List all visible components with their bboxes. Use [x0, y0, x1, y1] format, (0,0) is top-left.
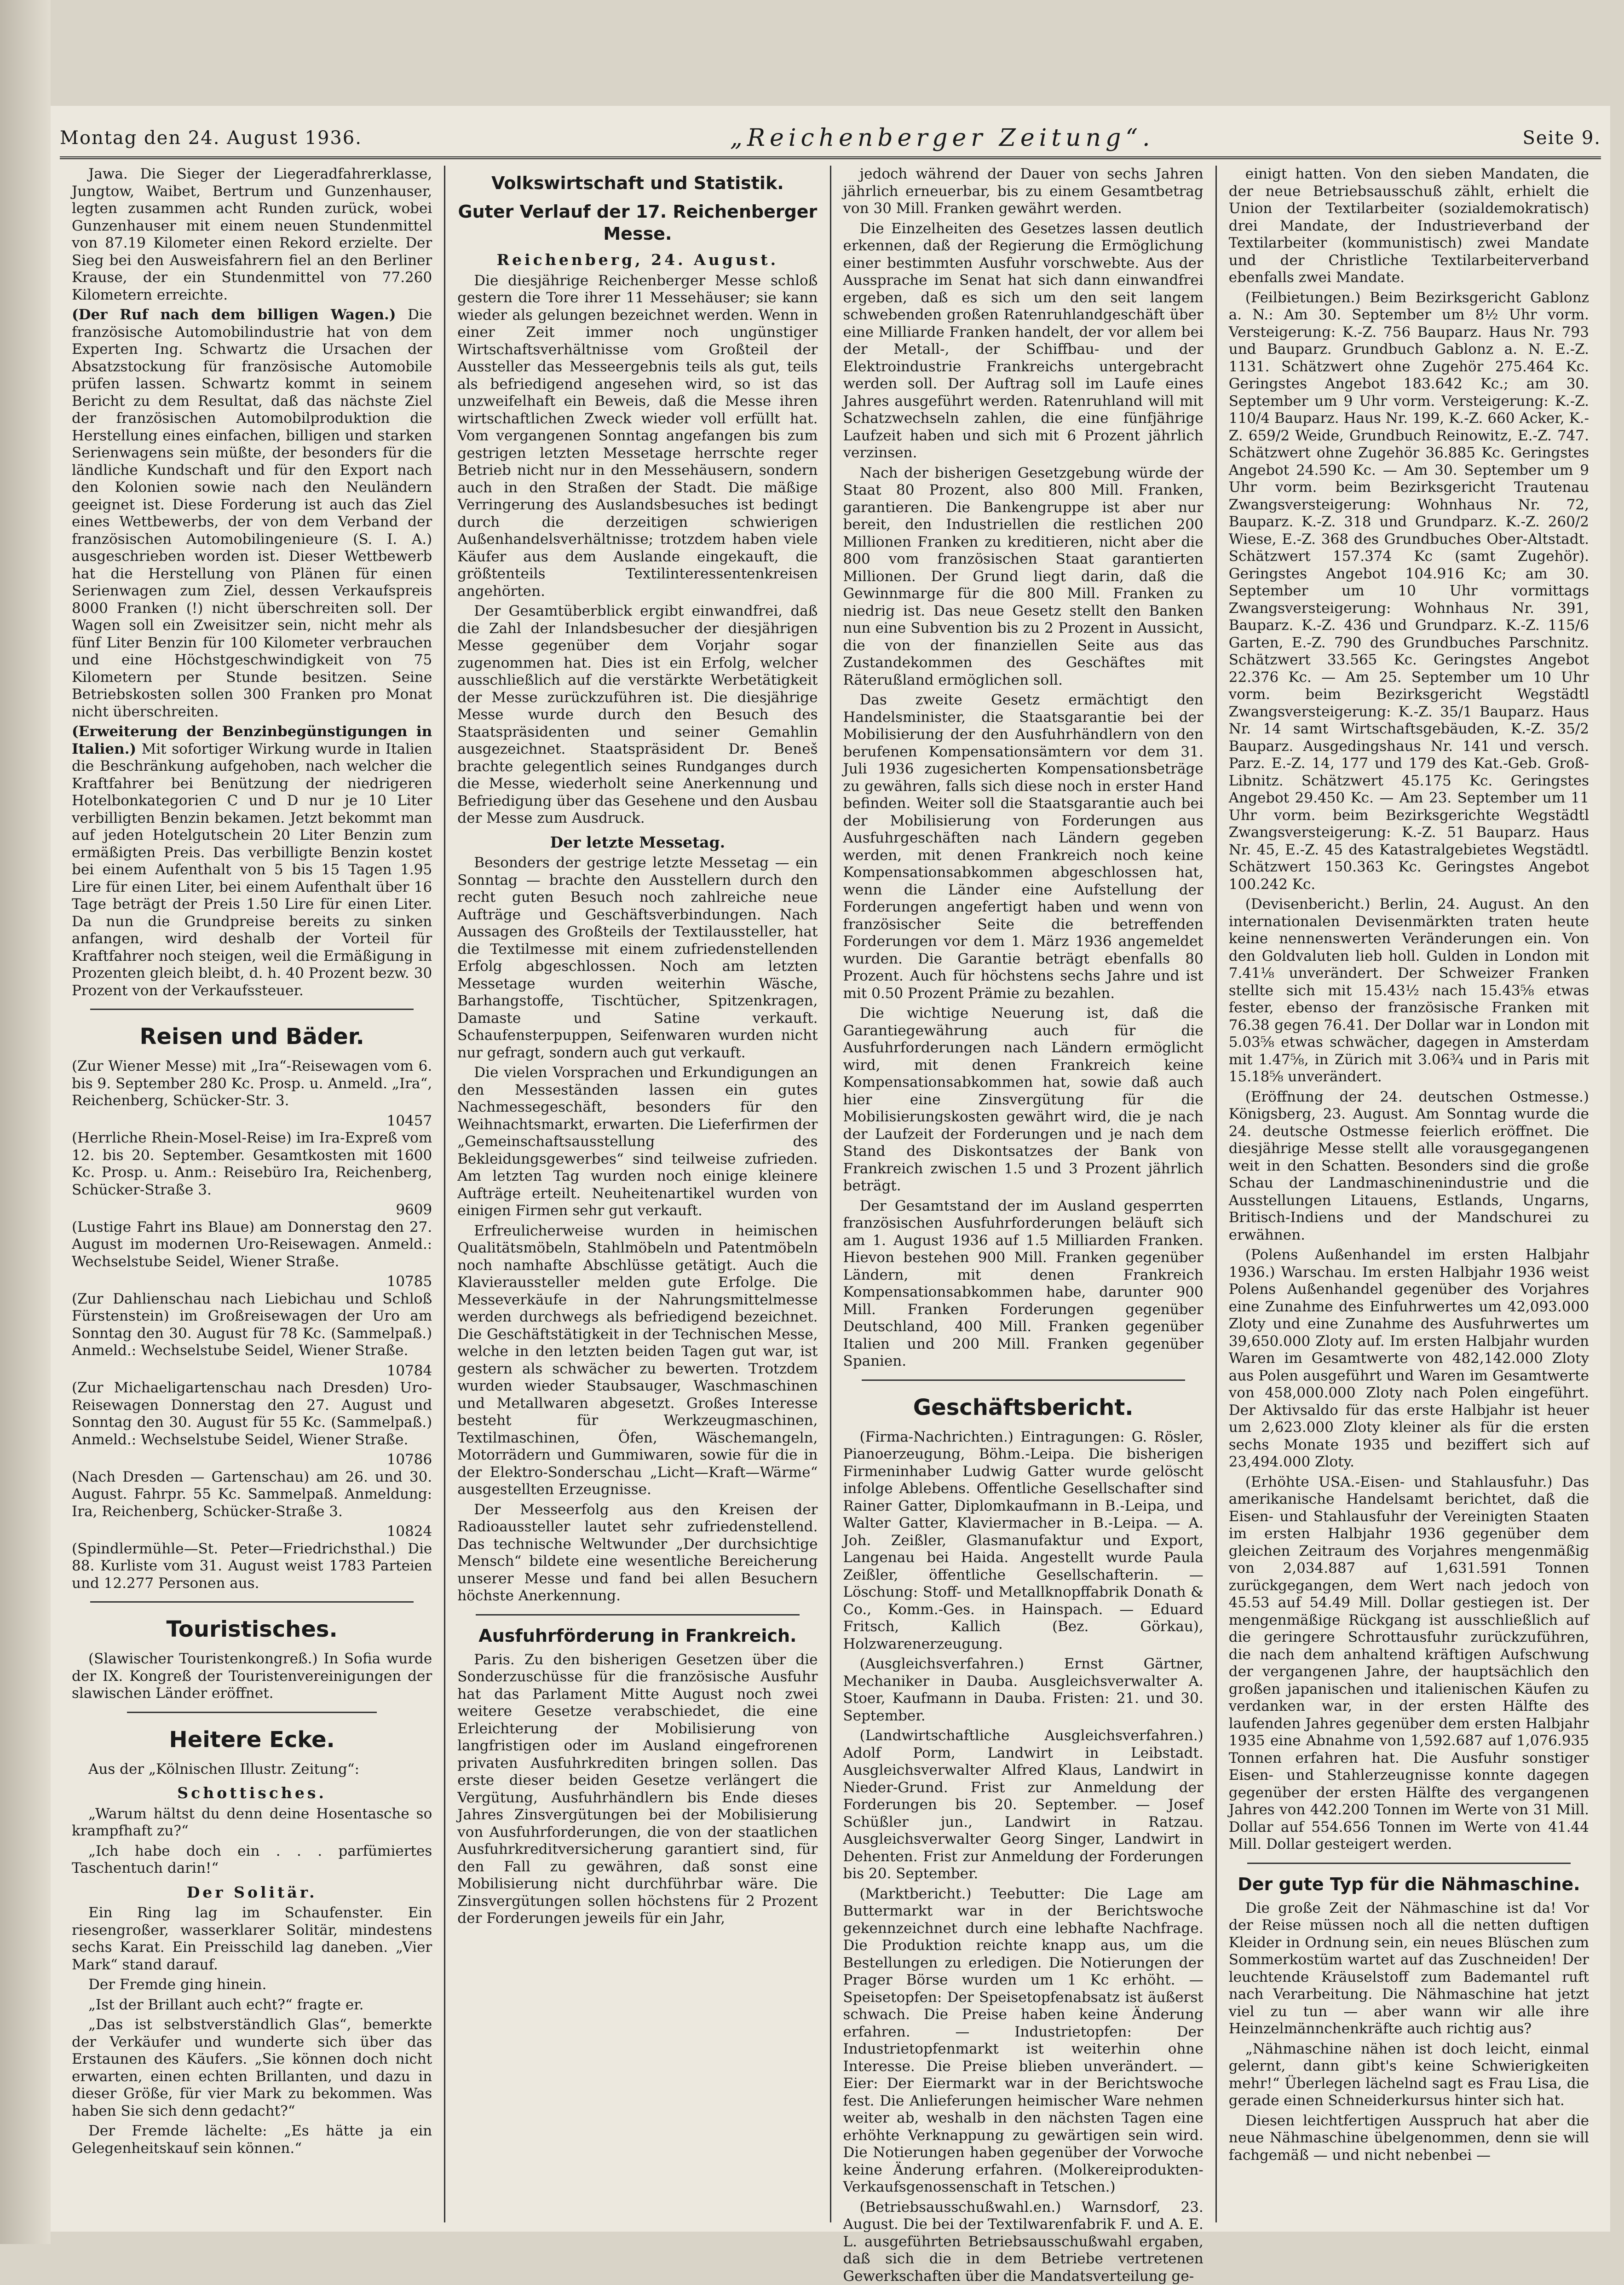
- article-title-naehmaschine: Der gute Typ für die Nähmaschine.: [1229, 1873, 1589, 1895]
- article-paragraph: Die diesjährige Reichenberger Messe schloß gestern die Tore ihrer 11 Messehäuser; sie kann wieder als gelungen bezeichnet werden. Wenn in einer Zeit immer noch ungünstiger Wirtschaftsverhältnisse vom Großteil der Aussteller das Messeergebnis teils als gut, teils als befriedigend angesehen wird, so ist das unzweifelhaft ein Beweis, daß die Messe ihren wirtschaftlichen Zweck wieder voll erfüllt hat. Vom vergangenen Sonntag angefangen bis zum gestrigen letzten Messetage herrschte reger Betrieb nicht nur in den Messehäusern, sondern auch in den Straßen der Stadt. Die mäßige Verringerung des Auslandsbesuches ist bedingt durch die derzeitigen schwierigen Außenhandelsverhältnisse; trotzdem haben viele Käufer aus dem Auslande eingekauft, die größtenteils Textilinteressentenkreisen angehörten.: [457, 272, 818, 600]
- humor-line: „Ich habe doch ein . . . parfümiertes Taschentuch darin!“: [72, 1843, 432, 1877]
- report-item: (Landwirtschaftliche Ausgleichsverfahren.) Adolf Porm, Landwirt in Leibstadt. Ausgleichsverwalter Alfred Klaus, Landwirt in Nieder-Grund. Frist zur Anmeldung der Forderungen bis 20. September. — Josef Schüßler jun., Landwirt in Ratzau. Ausgleichsverwalter Georg Singer, Landwirt in Dehenten. Frist zur Anmeldung der Forderungen bis 20. September.: [843, 1727, 1204, 1883]
- report-item: (Marktbericht.) Teebutter: Die Lage am Buttermarkt war in der Berichtswoche gekennzeichnet durch eine lebhafte Nachfrage. Die Produktion reichte knapp aus, um die Bestellungen zu erledigen. Die Notierungen der Prager Börse wurden um 1 Kc erhöht. — Speisetopfen: Der Speisetopfenabsatz ist äußerst schwach. Die Preise haben keine Änderung erfahren. — Industrietopfen: Der Industrietopfenmarkt ist weiterhin ohne Interesse. Die Preise blieben unverändert. — Eier: Der Eiermarkt war in der Berichtswoche fest. Die Anlieferungen heimischer Ware nehmen weiter ab, weshalb in den nächsten Tagen eine erhöhte Verknappung zu gewärtigen sein wird. Die Notierungen haben gegenüber der Vorwoche keine Änderung erfahren. (Molkereiprodukten-Verkaufsgenossenschaft in Tetschen.): [843, 1886, 1204, 2196]
- ad-number: 10457: [72, 1113, 432, 1130]
- ad-number: 10784: [72, 1362, 432, 1380]
- report-item: (Erhöhte USA.-Eisen- und Stahlausfuhr.) Das amerikanische Handelsamt berichtet, daß die Eisen- und Stahlausfuhr der Vereinigten Staaten im ersten Halbjahr 1936 gegenüber dem gleichen Zeitraum des Vorjahres mengenmäßig von 2,034.887 auf 1,631.591 Tonnen zurückgegangen, dem Wert nach jedoch von 45.53 auf 54.49 Mill. Dollar gestiegen ist. Der mengenmäßige Rückgang ist ausschließlich auf die geringere Schrottausfuhr zurückzuführen, die nach dem anhaltend kräftigen Aufschwung der vergangenen Jahre, der hauptsächlich den großen japanischen und italienischen Käufen zu verdanken war, in der ersten Hälfte des laufenden Jahres gegenüber dem ersten Halbjahr 1935 eine Abnahme von 1,592.687 auf 1,076.935 Tonnen erfahren hat. Die Ausfuhr sonstiger Eisen- und Stahlerzeugnisse konnte dagegen gegenüber der ersten Hälfte des vergangenen Jahres von 442.200 Tonnen im Werte von 31 Mill. Dollar auf 554.656 Tonnen im Werte von 41.44 Mill. Dollar gesteigert werden.: [1229, 1474, 1589, 1853]
- humor-subtitle: Schottisches.: [72, 1784, 432, 1802]
- column-1: [60, 166, 445, 2222]
- ad-item: (Zur Dahlienschau nach Liebichau und Schloß Fürstenstein) im Großreisewagen der Uro am Sonntag den 30. August für 78 Kc. (Sammelpaß.) Anmeld.: Wechselstube Seidel, Wiener Straße.: [72, 1291, 432, 1360]
- news-item: [72, 306, 432, 721]
- article-paragraph: Besonders der gestrige letzte Messetag — ein Sonntag — brachte den Ausstellern durch den recht guten Besuch noch zahlreiche neue Aufträge und Geschäftsverbindungen. Nach Aussagen des Großteils der Textilaussteller, hat die Textilmesse mit einem zufriedenstellenden Erfolg abgeschlossen. Noch am letzten Messetage wurden weiterhin Wäsche, Barhangstoffe, Tischtücher, Spitzenkragen, Damaste und Satine verkauft. Schaufensterpuppen, Seifenwaren wurden nicht nur gefragt, sondern auch gut verkauft.: [457, 854, 818, 1062]
- header-paper-title: „Reichenberger Zeitung“.: [730, 124, 1155, 152]
- article-paragraph: Die wichtige Neuerung ist, daß die Garantiegewährung auch für die Ausfuhrforderungen nach Ländern ermöglicht wird, mit denen Frankreich keine Kompensationsabkommen hat, sowie daß auch hier eine Zinsvergütung für die Mobilisierungskosten gewährt wird, die je nach der Laufzeit der Forderungen und je nach dem Stand des Diskontsatzes der Bank von Frankreich zwischen 1.5 und 3 Prozent jährlich beträgt.: [843, 1005, 1204, 1195]
- article-paragraph: „Nähmaschine nähen ist doch leicht, einmal gelernt, dann gibt's keine Schwierigkeiten mehr!“ Überlegen lächelnd sagt es Frau Lisa, die gerade einen Schneiderkursus hinter sich hat.: [1229, 2041, 1589, 2110]
- report-item: (Feilbietungen.) Beim Bezirksgericht Gablonz a. N.: Am 30. September um 8½ Uhr vorm. Versteigerung: K.-Z. 756 Bauparz. Haus Nr. 793 und Bauparz. Grundbuch Gablonz a. N. E.-Z. 1131. Schätzwert ohne Zugehör 275.464 Kc. Geringstes Angebot 183.642 Kc.; am 30. September um 9 Uhr vorm. Versteigerung: K.-Z. 110/4 Bauparz. Haus Nr. 199, K.-Z. 660 Acker, K.-Z. 659/2 Weide, Grundbuch Reinowitz, E.-Z. 747. Schätzwert ohne Zugehör 36.885 Kc. Geringstes Angebot 24.590 Kc. — Am 30. September um 9 Uhr vorm. beim Bezirksgericht Trautenau Zwangsversteigerung: Wohnhaus Nr. 72, Bauparz. K.-Z. 318 und Grundparz. K.-Z. 260/2 Wiese, E.-Z. 368 des Grundbuches Ober-Altstadt. Schätzwert 157.374 Kc (samt Zugehör). Geringstes Angebot 104.916 Kc; am 30. September um 10 Uhr vormittags Zwangsversteigerung: Wohnhaus Nr. 391, Bauparz. K.-Z. 436 und Grundparz. K.-Z. 115/6 Garten, E.-Z. 790 des Grundbuches Parschnitz. Schätzwert 33.565 Kc. Geringstes Angebot 22.376 Kc. — Am 25. September um 10 Uhr vorm. beim Bezirksgericht Wegstädtl Zwangsversteigerung: K.-Z. 35/1 Bauparz. Haus Nr. 14 samt Wirtschaftsgebäuden, K.-Z. 35/2 Bauparz. Ausgedingshaus Nr. 141 und versch. Parz. E.-Z. 14, 177 und 179 des Kat.-Geb. Groß-Libnitz. Schätzwert 45.175 Kc. Geringstes Angebot 29.450 Kc. — Am 23. September um 11 Uhr vorm. beim Bezirksgerichte Wegstädtl Zwangsversteigerung: K.-Z. 51 Bauparz. Haus Nr. 45, E.-Z. 45 des Katastralgebietes Wegstädtl. Schätzwert 150.363 Kc. Geringstes Angebot 100.242 Kc.: [1229, 289, 1589, 894]
- divider: [862, 1379, 1185, 1381]
- ad-item: (Zur Wiener Messe) mit „Ira“-Reisewagen vom 6. bis 9. September 280 Kc. Prosp. u. Anmeld. „Ira“, Reichenberg, Schücker-Str. 3.: [72, 1058, 432, 1110]
- humor-line: „Das ist selbstverständlich Glas“, bemerkte der Verkäufer und wunderte sich über das Erstaunen des Käufers. „Sie können doch nicht erwarten, einen echten Brillanten, und dazu in dieser Größe, für vier Mark zu bekommen. Was haben Sie sich denn gedacht?“: [72, 2016, 432, 2120]
- ad-item: (Lustige Fahrt ins Blaue) am Donnerstag den 27. August im modernen Uro-Reisewagen. Anmeld.: Wechselstube Seidel, Wiener Straße.: [72, 1219, 432, 1271]
- report-item: einigt hatten. Von den sieben Mandaten, die der neue Betriebsausschuß zählt, erhielt die Union der Textilarbeiter (sozialdemokratisch) drei Mandate, der Industrieverband der Textilarbeiter (kommunistisch) zwei Mandate und der Christliche Textilarbeiterverband ebenfalls zwei Mandate.: [1229, 166, 1589, 287]
- humor-line: „Ist der Brillant auch echt?“ fragte er.: [72, 1996, 432, 2014]
- article-paragraph: Der Gesamtüberblick ergibt einwandfrei, daß die Zahl der Inlandsbesucher der diesjährigen Messe gegenüber dem Vorjahr sogar zugenommen hat. Dies ist ein Erfolg, welcher ausschließlich auf die verstärkte Werbetätigkeit der Messe zurückzuführen ist. Die diesjährige Messe wurde durch den Besuch des Staatspräsidenten und seiner Gemahlin ausgezeichnet. Staatspräsident Dr. Beneš brachte gelegentlich seines Rundganges durch die Messe, wiederholt seine Anerkennung und Befriedigung über das Gesehene und den Ausbau der Messe zum Ausdruck.: [457, 603, 818, 827]
- ad-item: (Nach Dresden — Gartenschau) am 26. und 30. August. Fahrpr. 55 Kc. Sammelpaß. Anmeldung: Ira, Reichenberg, Schücker-Straße 3.: [72, 1469, 432, 1521]
- item-text: Mit sofortiger Wirkung wurde in Italien die Beschränkung aufgehoben, nach welcher die Kraftfahrer bei Benützung der niedrigeren Hotelbonkategorien C und D nur je 10 Liter verbilligten Benzin bekamen. Jetzt bekommt man auf jeden Hotelgutschein 20 Liter Benzin zum ermäßigten Preis. Das verbilligte Benzin kostet bei einem Aufenthalt von 5 bis 15 Tagen 1.95 Lire für einen Liter, bei einem Aufenthalt über 16 Tage beträgt der Preis 1.50 Lire für einen Liter. Da nun die Grundpreise bereits zu sinken anfangen, wird deshalb der Vorteil für Kraftfahrer noch steigen, weil die Ermäßigung in Prozenten gleich bleibt, d. h. 40 Prozent bezw. 30 Prozent von der Verkaufssteuer.: [72, 741, 432, 999]
- article-columns: [60, 166, 1601, 2222]
- page-header: [60, 120, 1601, 159]
- ad-item: (Herrliche Rhein-Mosel-Reise) im Ira-Expreß vom 12. bis 20. September. Gesamtkosten mit 1600 Kc. Prosp. u. Anm.: Reisebüro Ira, Reichenberg, Schücker-Straße 3.: [72, 1130, 432, 1199]
- item-tag: (Erweiterung der Benzinbegünstigungen in Italien.): [72, 723, 432, 757]
- section-title-geschaeftsbericht: Geschäftsbericht.: [843, 1394, 1204, 1421]
- section-title-reisen: Reisen und Bäder.: [72, 1023, 432, 1050]
- article-title-messe: Guter Verlauf der 17. Reichenberger Messe.: [457, 201, 818, 245]
- divider: [1247, 1863, 1571, 1864]
- column-3: [831, 166, 1217, 2222]
- sport-paragraph: Jawa. Die Sieger der Liegeradfahrerklasse, Jungtow, Waibet, Bertrum und Gunzenhauser, legten zusammen acht Runden zurück, wobei Gunzenhauser mit einem neuen Stundenmittel von 87.19 Kilometer einen Rekord erzielte. Der Sieg bei den Ausweisfahrern fiel an den Berliner Krause, der ein Stundenmittel von 77.260 Kilometern erreichte.: [72, 166, 432, 304]
- divider: [90, 1009, 414, 1010]
- ad-number: 10785: [72, 1273, 432, 1291]
- article-title-ausfuhr: Ausfuhrförderung in Frankreich.: [457, 1625, 818, 1647]
- article-paragraph: Die vielen Vorsprachen und Erkundigungen an den Messeständen lassen ein gutes Nachmessegeschäft, besonders für den Weihnachtsmarkt, erwarten. Die Lieferfirmen der „Gemeinschaftsausstellung des Bekleidungsgewerbes“ sind teilweise zufrieden. Am letzten Tag wurden noch einige kleinere Aufträge erteilt. Neuheitenartikel wurden von einigen Firmen sehr gut verkauft.: [457, 1064, 818, 1220]
- item-text: Die französische Automobilindustrie hat von dem Experten Ing. Schwartz die Ursachen der Absatzstockung für französische Automobile prüfen lassen. Schwartz kommt in seinem Bericht zu dem Resultat, daß das nächste Ziel der französischen Automobilproduktion die Herstellung eines einfachen, billigen und starken Serienwagens sein müßte, der besonders für die ländliche Kundschaft und für den Export nach den Kolonien sowie nach den Neuländern geeignet ist. Diese Forderung ist auch das Ziel eines Wettbewerbs, der von dem Verband der französischen Automobilingenieure (S. I. A.) ausgeschrieben worden ist. Dieser Wettbewerb hat die Herstellung von Plänen für einen Serienwagen zum Ziel, dessen Verkaufspreis 8000 Franken (!) nicht überschreiten soll. Der Wagen soll ein Zweisitzer sein, nicht mehr als fünf Liter Benzin für 100 Kilometer verbrauchen und eine Höchstgeschwindigkeit von 75 Kilometern per Stunde besitzen. Seine Betriebskosten sollen 300 Franken pro Monat nicht überschreiten.: [72, 306, 432, 720]
- tour-item: (Slawischer Touristenkongreß.) In Sofia wurde der IX. Kongreß der Touristenvereinigungen der slawischen Länder eröffnet.: [72, 1650, 432, 1702]
- humor-line: Ein Ring lag im Schaufenster. Ein riesengroßer, wasserklarer Solitär, mindestens sechs Karat. Ein Preisschild lag daneben. „Vier Mark“ stand darauf.: [72, 1904, 432, 1973]
- report-item: (Ausgleichsverfahren.) Ernst Gärtner, Mechaniker in Dauba. Ausgleichsverwalter A. Stoer, Kaufmann in Dauba. Fristen: 21. und 30. September.: [843, 1656, 1204, 1725]
- article-paragraph: Der Messeerfolg aus den Kreisen der Radioaussteller lautet sehr zufriedenstellend. Das technische Weltwunder „Der durchsichtige Mensch“ bildete eine wesentliche Bereicherung unserer Messe und fand bei allen Besuchern höchste Anerkennung.: [457, 1501, 818, 1605]
- header-page-number: Seite 9.: [1523, 127, 1601, 149]
- article-paragraph: Nach der bisherigen Gesetzgebung würde der Staat 80 Prozent, also 800 Mill. Franken, garantieren. Die Bankengruppe ist aber nur bereit, den Industriellen die restlichen 200 Millionen Franken zu kreditieren, nicht aber die 800 vom französischen Staat garantierten Millionen. Der Grund liegt darin, daß die Gewinnmarge für die 800 Mill. Franken zu niedrig ist. Das neue Gesetz stellt den Banken nun eine Subvention bis zu 2 Prozent in Aussicht, die von der finanziellen Seite aus das Zustandekommen des Geschäftes mit Räterußland ermöglichen soll.: [843, 465, 1204, 689]
- ad-item: (Zur Michaeligartenschau nach Dresden) Uro-Reisewagen Donnerstag den 27. August und Sonntag den 30. August für 55 Kc. (Sammelpaß.) Anmeld.: Wechselstube Seidel, Wiener Straße.: [72, 1379, 432, 1448]
- report-item: (Betriebsausschußwahl.en.) Warnsdorf, 23. August. Die bei der Textilwarenfabrik F. und A. E. L. ausgeführten Betriebsausschußwahl ergaben, daß sich die in dem Betriebe vertretenen Gewerkschaften über die Mandatsverteilung ge-: [843, 2199, 1204, 2285]
- divider: [90, 1601, 414, 1603]
- previous-page-edge: [0, 0, 51, 2244]
- report-item: (Firma-Nachrichten.) Eintragungen: G. Rösler, Pianoerzeugung, Böhm.-Leipa. Die bisherigen Firmeninhaber Ludwig Gatter wurde gelöscht infolge Ablebens. Offentliche Gesellschafter sind Rainer Gatter, Diplomkaufmann in B.-Leipa, und Walter Gatter, Klaviermacher in B.-Leipa. — A. Joh. Zeißler, Glasmanufaktur und Export, Langenau bei Haida. Angestellt wurde Paula Zeißler, öffentliche Gesellschafterin. — Löschung: Stoff- und Metallknopffabrik Donath & Co., Komm.-Ges. in Hainspach. — Eduard Fritsch, Kallich (Bez. Görkau), Holzwarenerzeugung.: [843, 1429, 1204, 1653]
- report-item: (Devisenbericht.) Berlin, 24. August. An den internationalen Devisenmärkten traten heute keine nennenswerten Veränderungen ein. Von den Goldvaluten lieb holl. Gulden in London mit 7.41⅛ unverändert. Der Schweizer Franken stellte sich mit 15.43½ nach 15.43⅝ etwas fester, ebenso der französische Franken mit 76.38 gegen 76.41. Der Dollar war in London mit 5.03⅝ etwas schwächer, dagegen in Amsterdam mit 1.47⅝, in Zürich mit 3.06¾ und in Paris mit 15.18⅝ unverändert.: [1229, 896, 1589, 1086]
- report-item: (Polens Außenhandel im ersten Halbjahr 1936.) Warschau. Im ersten Halbjahr 1936 weist Polens Außenhandel gegenüber des Vorjahres eine Zunahme des Einfuhrwertes um 42,093.000 Zloty und eine Zunahme des Ausfuhrwertes um 39,650.000 Zloty auf. Im ersten Halbjahr wurden Waren im Gesamtwerte von 482,142.000 Zloty aus Polen ausgeführt und Waren im Gesamtwerte von 458,000.000 Zloty nach Polen eingeführt. Der Aktivsaldo für das erste Halbjahr ist heuer um 2,623.000 Zloty kleiner als für die ersten sechs Monate 1935 und beziffert sich auf 23,494.000 Zloty.: [1229, 1246, 1589, 1471]
- humor-subtitle: Der Solitär.: [72, 1884, 432, 1901]
- humor-line: Der Fremde lächelte: „Es hätte ja ein Gelegenheitskauf sein können.“: [72, 2123, 432, 2157]
- divider: [476, 1614, 799, 1616]
- ad-number: 10786: [72, 1451, 432, 1469]
- section-title-heitere-ecke: Heitere Ecke.: [72, 1726, 432, 1754]
- header-date: Montag den 24. August 1936.: [60, 127, 362, 149]
- article-paragraph: Die große Zeit der Nähmaschine ist da! Vor der Reise müssen noch all die netten duftigen Kleider in Ordnung sein, ein neues Blüschen zum Sommerkostüm wartet auf das Zuschneiden! Der leuchtende Kräuselstoff zum Bademantel ruft nach Verarbeitung. Die Nähmaschine hat jetzt viel zu tun — aber wann wir alle ihre Heinzelmännchenkräfte auch richtig aus?: [1229, 1900, 1589, 2038]
- section-title-touristisches: Touristisches.: [72, 1616, 432, 1643]
- ad-item: (Spindlermühle—St. Peter—Friedrichsthal.) Die 88. Kurliste vom 31. August weist 1783 Parteien und 12.277 Personen aus.: [72, 1541, 432, 1593]
- news-item: [72, 723, 432, 999]
- newspaper-page: [51, 106, 1610, 2232]
- dateline: Reichenberg, 24. August.: [457, 251, 818, 269]
- humor-line: Der Fremde ging hinein.: [72, 1976, 432, 1994]
- article-paragraph: jedoch während der Dauer von sechs Jahren jährlich erneuerbar, bis zu einem Gesamtbetrag von 30 Mill. Franken gewährt werden.: [843, 166, 1204, 218]
- divider: [127, 1712, 377, 1713]
- column-2: [445, 166, 831, 2222]
- report-item: (Eröffnung der 24. deutschen Ostmesse.) Königsberg, 23. August. Am Sonntag wurde die 24. deutsche Ostmesse feierlich eröffnet. Die diesjährige Messe stellt alle vorausgegangenen weit in den Schatten. Besonders sind die große Schau der Landmaschinenindustrie und die Ausstellungen Litauens, Estlands, Ungarns, Britisch-Indiens und der Mandschurei zu erwähnen.: [1229, 1089, 1589, 1244]
- humor-line: „Warum hältst du denn deine Hosentasche so krampfhaft zu?“: [72, 1806, 432, 1840]
- item-tag: (Der Ruf nach dem billigen Wagen.): [72, 306, 396, 323]
- humor-intro: Aus der „Kölnischen Illustr. Zeitung“:: [72, 1761, 432, 1778]
- article-paragraph: Paris. Zu den bisherigen Gesetzen über die Sonderzuschüsse für die französische Ausfuhr hat das Parlament Mitte August noch zwei weitere Gesetze verabschiedet, die eine Erleichterung der Mobilisierung von langfristigen oder im Ausland eingefrorenen privaten Ausfuhrkrediten bringen sollen. Das erste dieser beiden Gesetze verlängert die Vergütung, Ausfuhrhändlern bis Ende dieses Jahres Zinsvergütungen bei der Mobilisierung von Ausfuhrforderungen, die von der staatlichen Ausfuhrkreditversicherung garantiert sind, für den Fall zu gewähren, daß sonst eine Mobilisierung nicht durchführbar wäre. Die Zinsvergütungen sollen höchstens für 2 Prozent der Forderungen jeweils für ein Jahr,: [457, 1651, 818, 1927]
- article-subtitle: Der letzte Messetag.: [457, 834, 818, 851]
- ad-number: 10824: [72, 1523, 432, 1541]
- article-paragraph: Das zweite Gesetz ermächtigt den Handelsminister, die Staatsgarantie bei der Mobilisierung der den Ausfuhrhändlern von den berufenen Kompensationsämtern vor dem 31. Juli 1936 zugesicherten Kompensationsbeträge zu gewähren, falls sich diese noch in erster Hand befinden. Weiter soll die Staatsgarantie auch bei der Mobilisierung von Forderungen aus Ausfuhrgeschäften nach Ländern gegeben werden, mit denen Frankreich noch keine Kompensationsabkommen abgeschlossen hat, wenn die Länder eine Aufstellung der Forderungen angefertigt haben und wenn von französischer Seite die betreffenden Forderungen vor dem 1. März 1936 angemeldet wurden. Die Garantie beträgt ebenfalls 80 Prozent. Auch für höchstens sechs Jahre und ist mit 0.50 Prozent Prämie zu bezahlen.: [843, 692, 1204, 1002]
- article-paragraph: Erfreulicherweise wurden in heimischen Qualitätsmöbeln, Stahlmöbeln und Patentmöbeln noch namhafte Abschlüsse getätigt. Auch die Klavieraussteller melden gute Erfolge. Die Messeverkäufe in der Nahrungsmittelmesse werden durchwegs als befriedigend bezeichnet. Die Geschäftstätigkeit in der Technischen Messe, welche in den letzten beiden Tagen gut war, ist gestern als schwächer zu bewerten. Trotzdem wurden wieder Staubsauger, Waschmaschinen und Metallwaren abgesetzt. Großes Interesse besteht für Werkzeugmaschinen, Textilmaschinen, Öfen, Wäschemangeln, Motorrädern und Gummiwaren, sowie für die in der Elektro-Sonderschau „Licht—Kraft—Wärme“ ausgestellten Erzeugnisse.: [457, 1223, 818, 1499]
- column-4: [1217, 166, 1601, 2222]
- article-paragraph: Die Einzelheiten des Gesetzes lassen deutlich erkennen, daß der Regierung die Ermöglichung einer bestimmten Ausfuhr vorschwebte. Aus der Aussprache im Senat hat sich dann einwandfrei ergeben, daß es sich um den seit langem schwebenden großen Ratenruhlandgeschäft über eine Milliarde Franken handelt, der vor allem bei der Metall-, der Schiffbau- und der Elektroindustrie Frankreichs untergebracht werden soll. Der Auftrag soll im Laufe eines Jahres ausgeführt werden. Ratenruhland will mit Schatzwechseln zahlen, die eine fünfjährige Laufzeit haben und sich mit 6 Prozent jährlich verzinsen.: [843, 220, 1204, 462]
- article-paragraph: Diesen leichtfertigen Ausspruch hat aber die neue Nähmaschine übelgenommen, denn sie will fachgemäß — und nicht nebenbei —: [1229, 2112, 1589, 2164]
- section-title-volkswirtschaft: Volkswirtschaft und Statistik.: [457, 172, 818, 194]
- article-paragraph: Der Gesamtstand der im Ausland gesperrten französischen Ausfuhrforderungen beläuft sich am 1. August 1936 auf 1.5 Milliarden Franken. Hievon bestehen 900 Mill. Franken gegenüber Ländern, mit denen Frankreich Kompensationsabkommen habe, darunter 900 Mill. Franken Forderungen gegenüber Deutschland, 400 Mill. Franken gegenüber Italien und 200 Mill. Franken gegenüber Spanien.: [843, 1198, 1204, 1370]
- ad-number: 9609: [72, 1201, 432, 1219]
